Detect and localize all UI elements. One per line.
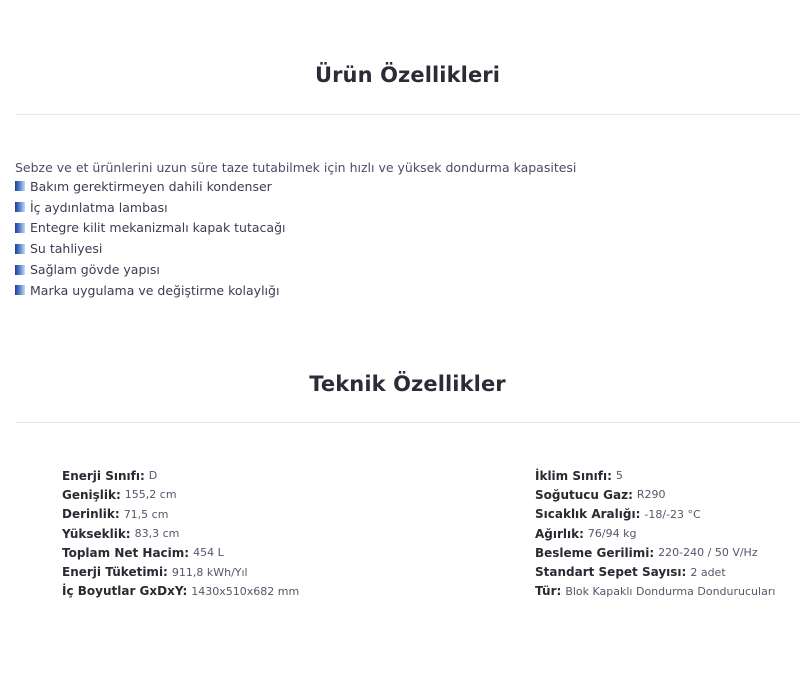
spec-key: Besleme Gerilimi:: [535, 545, 655, 560]
spec-key: Tür:: [535, 584, 562, 599]
product-features-title: Ürün Özellikleri: [314, 63, 501, 87]
spec-row: [535, 582, 775, 601]
feature-item-label: Entegre kilit mekanizmalı kapak tutacağı: [30, 220, 286, 236]
bullet-square-icon: [15, 202, 25, 212]
spec-row: [535, 562, 775, 581]
technical-specs-title: Teknik Özellikler: [309, 372, 506, 396]
feature-item-label: Sağlam gövde yapısı: [30, 262, 160, 278]
spec-row: [62, 543, 299, 562]
spec-row: [62, 505, 299, 524]
spec-value: D: [148, 469, 158, 483]
section-divider: [15, 422, 800, 423]
spec-row: [62, 485, 299, 504]
spec-key: İklim Sınıfı:: [535, 468, 612, 483]
spec-key: Ağırlık:: [535, 526, 584, 541]
feature-item-label: Marka uygulama ve değiştirme kolaylığı: [30, 282, 280, 298]
spec-key: Soğutucu Gaz:: [535, 487, 633, 502]
spec-row: [535, 505, 775, 524]
feature-item: [15, 259, 285, 280]
feature-item-label: Su tahliyesi: [30, 241, 103, 257]
bullet-square-icon: [15, 285, 25, 295]
spec-value: Blok Kapaklı Dondurma Dondurucuları: [565, 584, 776, 598]
spec-value: 1430x510x682 mm: [191, 584, 300, 598]
bullet-square-icon: [15, 265, 25, 275]
spec-list-left: [62, 466, 299, 601]
spec-value: 71,5 cm: [123, 507, 169, 521]
spec-value: 5: [615, 469, 623, 483]
spec-row: [535, 485, 775, 504]
spec-value: 220-240 / 50 V/Hz: [658, 546, 758, 560]
spec-key: Enerji Tüketimi:: [62, 565, 168, 580]
spec-key: İç Boyutlar GxDxY:: [62, 584, 188, 599]
spec-key: Enerji Sınıfı:: [62, 468, 145, 483]
feature-item: [15, 280, 285, 301]
feature-item: [15, 218, 285, 239]
spec-value: 2 adet: [690, 565, 726, 579]
bullet-square-icon: [15, 223, 25, 233]
spec-key: Toplam Net Hacim:: [62, 545, 190, 560]
spec-row: [535, 524, 775, 543]
feature-item: [15, 176, 285, 197]
spec-value: 911,8 kWh/Yıl: [171, 565, 248, 579]
bullet-square-icon: [15, 181, 25, 191]
spec-value: 76/94 kg: [587, 527, 637, 541]
spec-key: Yükseklik:: [62, 526, 131, 541]
spec-key: Standart Sepet Sayısı:: [535, 565, 687, 580]
spec-key: Derinlik:: [62, 507, 120, 522]
feature-item-label: İç aydınlatma lambası: [30, 199, 168, 215]
feature-list: [15, 176, 285, 301]
spec-value: R290: [636, 488, 666, 502]
spec-value: 155,2 cm: [124, 488, 177, 502]
spec-list-right: [535, 466, 775, 601]
spec-value: 454 L: [193, 546, 224, 560]
product-intro-text: Sebze ve et ürünlerini uzun süre taze tutabilmek için hızlı ve yüksek dondurma kapasitesi: [15, 160, 577, 175]
spec-row: [62, 466, 299, 485]
spec-key: Genişlik:: [62, 487, 121, 502]
spec-key: Sıcaklık Aralığı:: [535, 507, 641, 522]
section-divider: [15, 114, 800, 115]
bullet-square-icon: [15, 244, 25, 254]
spec-row: [535, 543, 775, 562]
spec-value: -18/-23 °C: [644, 507, 701, 521]
spec-row: [535, 466, 775, 485]
feature-item: [15, 197, 285, 218]
spec-row: [62, 524, 299, 543]
feature-item: [15, 238, 285, 259]
spec-row: [62, 582, 299, 601]
spec-value: 83,3 cm: [134, 527, 180, 541]
feature-item-label: Bakım gerektirmeyen dahili kondenser: [30, 178, 272, 194]
spec-row: [62, 562, 299, 581]
